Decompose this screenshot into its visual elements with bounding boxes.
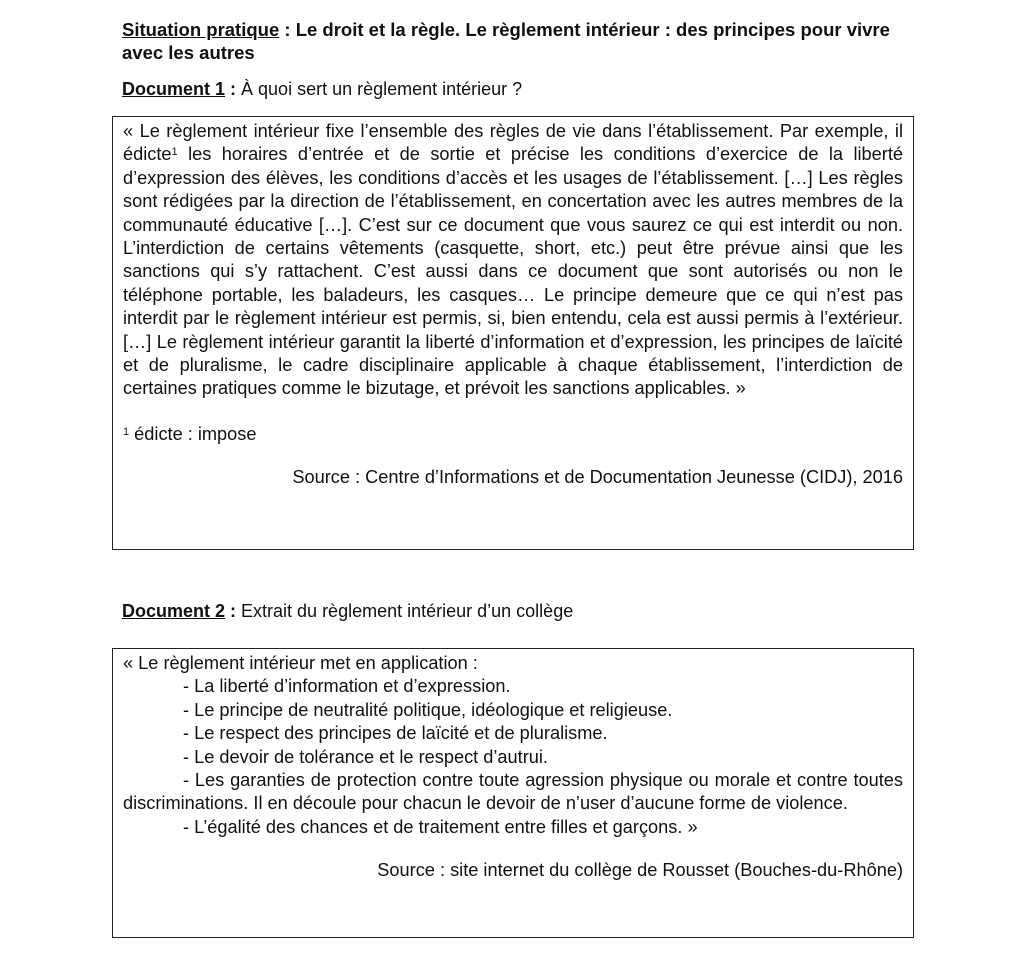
title-text: : Le droit et la règle. Le règlement intérieur : des principes pour vivre avec les autres (122, 19, 890, 63)
document-1-label: Document 1 (122, 79, 226, 99)
footnote (123, 423, 903, 446)
list-item: - Les garanties de protection contre toute agression physique ou morale et contre toutes discriminations. Il en découle pour chacun le devoir de n’user d’aucune forme de violence. (123, 770, 903, 814)
document-1-source: Source : Centre d’Informations et de Documentation Jeunesse (CIDJ), 2016 (292, 467, 903, 488)
list-item: - Le principe de neutralité politique, idéologique et religieuse. (183, 699, 673, 720)
document-2-source: Source : site internet du collège de Rousset (Bouches-du-Rhône) (377, 860, 903, 881)
list-item: - Le respect des principes de laïcité et de pluralisme. (183, 723, 608, 744)
document-1-heading (122, 78, 522, 100)
document-2-colon: : (225, 601, 237, 621)
page-title (122, 18, 912, 64)
footnote-number: 1 (123, 425, 130, 438)
document-2-box (112, 648, 914, 938)
document-2-heading (122, 600, 573, 622)
document-2-label: Document 2 (122, 601, 226, 621)
list-item: - L’égalité des chances et de traitement entre filles et garçons. » (183, 816, 698, 837)
list-item: - La liberté d’information et d’expression. (183, 676, 511, 697)
document-1-text-part1: « Le règlement intérieur fixe l’ensemble des règles de vie dans l’établissement. Par exemple, il édicte (123, 121, 903, 165)
document-1-text (123, 120, 903, 401)
document-1-question: À quoi sert un règlement intérieur ? (236, 79, 523, 99)
document-1-colon: : (225, 79, 237, 99)
footnote-text: édicte : impose (129, 423, 257, 444)
document-2-intro: « Le règlement intérieur met en application : (123, 653, 478, 673)
footnote-marker: 1 (171, 146, 178, 159)
document-2-heading-text: Extrait du règlement intérieur d’un collège (236, 601, 574, 621)
document-1-text-part2: les horaires d’entrée et de sortie et précise les conditions d’exercice de la liberté d’expression des élèves, les conditions d’accès et les usages de l’établissement. […] Les règles sont rédigées par la direction de l’établissement, en concertation avec les autres membres de la communauté éducative […]. C’est sur ce document que vous saurez ce qui est interdit ou non. L’interdiction de certains vêtements (casquette, short, etc.) peut être prévue ainsi que les sanctions qui s’y rattachent. C’est aussi dans ce document que sont autorisés ou non le téléphone portable, les baladeurs, les casques… Le principe demeure que ce qui n’est pas interdit par le règlement intérieur est permis, si, bien entendu, cela est aussi permis à l’extérieur. […] Le règlement intérieur garantit la liberté d’information et d’expression, les principes de laïcité et de pluralisme, le cadre disciplinaire applicable à chaque établissement, l’interdiction de certaines pratiques comme le bizutage, et prévoit les sanctions applicables. » (123, 144, 903, 399)
document-1-box (112, 116, 914, 550)
title-label: Situation pratique (122, 19, 280, 40)
list-item: - Le devoir de tolérance et le respect d’autrui. (183, 746, 548, 767)
